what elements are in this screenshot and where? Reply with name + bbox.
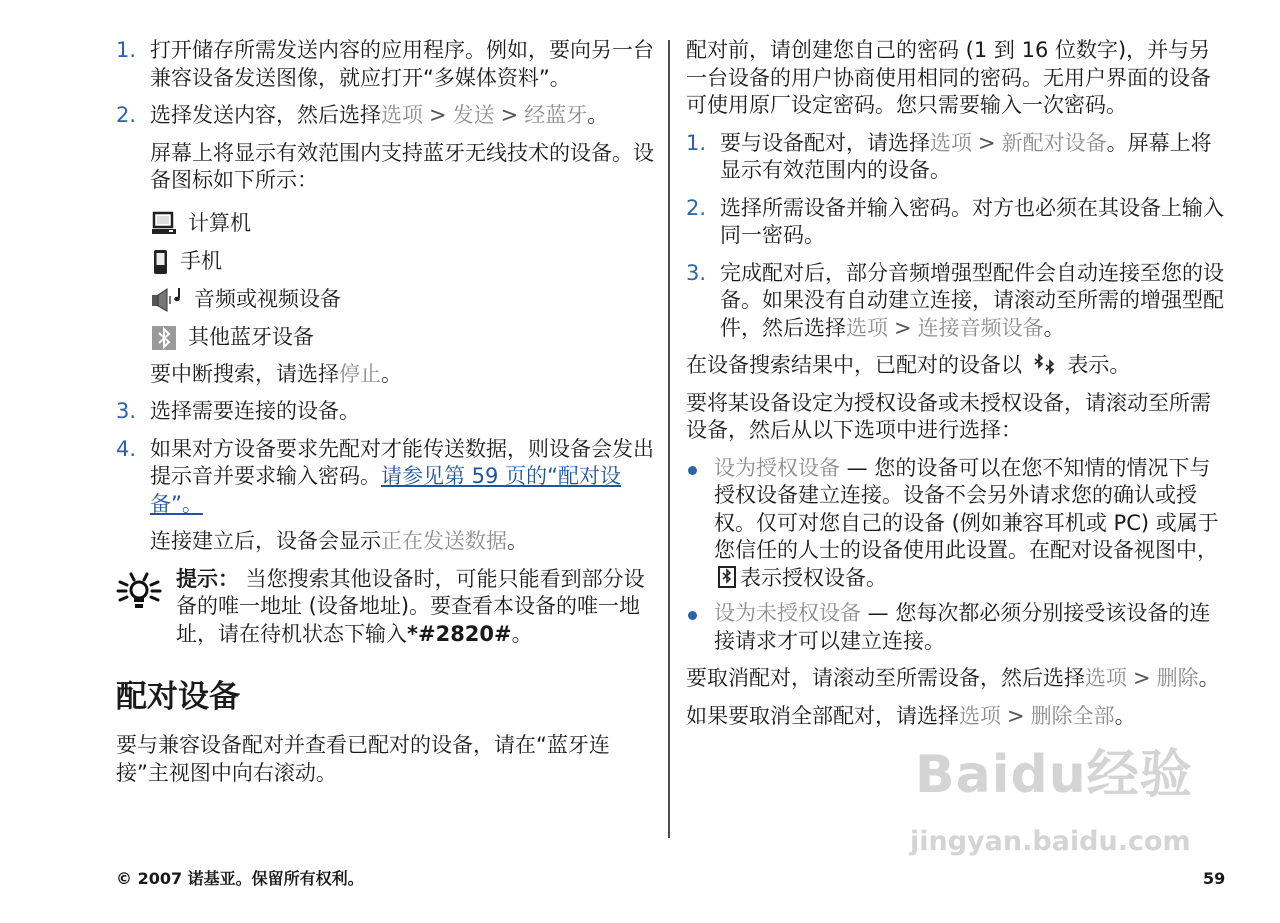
- menu-option-connect-audio: 连接音频设备: [917, 315, 1044, 340]
- menu-option-stop: 停止: [339, 361, 381, 386]
- step-text: 如果对方设备要求先配对才能传送数据，则设备会发出提示音并要求输入密码。: [150, 436, 654, 488]
- device-type-label: 其他蓝牙设备: [188, 324, 314, 349]
- punctuation: 。: [1198, 666, 1220, 690]
- cancel-pairing-paragraph: [686, 665, 1231, 693]
- paragraph-text: 表示。: [1067, 353, 1131, 377]
- step-2: [116, 102, 656, 130]
- paired-device-icon: [1032, 353, 1058, 375]
- device-type-label: 音频或视频设备: [194, 286, 341, 311]
- dash: —: [840, 455, 875, 480]
- step-number: 3.: [116, 399, 137, 423]
- menu-option-options: 选项: [959, 703, 1001, 728]
- punctuation: 。: [381, 361, 402, 386]
- paragraph-text: 如果要取消全部配对，请选择: [686, 703, 959, 728]
- left-column: [116, 37, 656, 797]
- punctuation: 。: [587, 103, 609, 127]
- page-number: 59: [1203, 869, 1226, 888]
- menu-option-new-paired-device: 新配对设备: [1001, 130, 1107, 155]
- pair-step-3: [686, 260, 1231, 343]
- step-1: [116, 37, 656, 92]
- menu-separator: >: [1007, 703, 1025, 728]
- watermark-brand: Baidu经验: [915, 745, 1193, 805]
- cross-reference-link[interactable]: 请参见第 59 页的“配对设备”。: [150, 464, 621, 516]
- device-type-computer: [116, 205, 656, 243]
- menu-separator: >: [429, 103, 447, 127]
- paragraph-text: 在设备搜索结果中，已配对的设备以: [686, 353, 1022, 377]
- status-sending-data: 正在发送数据: [381, 529, 507, 553]
- sending-status-instruction: [116, 528, 656, 556]
- computer-icon: [150, 211, 178, 237]
- step-number: 1.: [686, 130, 707, 155]
- punctuation: 。: [511, 621, 533, 646]
- dash: —: [861, 601, 896, 625]
- menu-option-options: 选项: [846, 315, 888, 340]
- section-paragraph: 要与兼容设备配对并查看已配对的设备，请在“蓝牙连接”主视图中向右滚动。: [116, 733, 610, 785]
- step-text: 打开储存所需发送内容的应用程序。例如，要向另一台兼容设备发送图像，就应打开“多媒体资料”。: [150, 38, 654, 90]
- instruction-text: 要中断搜索，请选择: [150, 361, 339, 386]
- stop-search-instruction: [116, 361, 656, 389]
- bullet-dot: [688, 466, 697, 475]
- menu-option-bluetooth: 经蓝牙: [524, 103, 588, 127]
- punctuation: 。: [507, 529, 528, 553]
- bullet-text: 表示授权设备。: [740, 565, 887, 590]
- intro-paragraph: 配对前，请创建您自己的密码 (1 到 16 位数字)，并与另一台设备的用户协商使用相同的密码。无用户界面的设备可使用原厂设定密码。您只需要输入一次密码。: [686, 38, 1211, 117]
- menu-option-delete: 删除: [1156, 666, 1199, 690]
- menu-separator: >: [978, 130, 996, 155]
- step-number: 1.: [116, 38, 137, 62]
- address-code: *#2820#: [407, 621, 512, 646]
- device-type-phone: [116, 243, 656, 281]
- menu-separator: >: [500, 103, 519, 127]
- authorize-paragraph: 要将某设备设定为授权设备或未授权设备，请滚动至所需设备，然后从以下选项中进行选择：: [686, 390, 1211, 442]
- audio-video-icon: [150, 286, 184, 314]
- pair-step-1: [686, 130, 1231, 185]
- step-3: [116, 398, 656, 426]
- device-type-label: 计算机: [188, 210, 251, 235]
- step-number: 3.: [686, 260, 707, 285]
- option-set-authorized: 设为授权设备: [714, 455, 840, 480]
- lightbulb-icon: [116, 570, 162, 612]
- step-text: 完成配对后，部分音频增强型配件会自动连接至您的设备。如果没有自动建立连接，请滚动至所需的增强型配件，然后选择: [720, 260, 1224, 340]
- phone-icon: [150, 248, 170, 276]
- step-number: 2.: [116, 103, 137, 127]
- step-4: [116, 436, 656, 519]
- bullet-dot: [688, 611, 697, 620]
- paired-indicator-paragraph: [686, 352, 1231, 380]
- bullet-text: 您的设备可以在您不知情的情况下与授权设备建立连接。设备不会另外请求您的确认或授权。仅可对您自己的设备 (例如兼容耳机或 PC) 或属于您信任的人士的设备使用此设置。在配对设备视图中，: [714, 455, 1219, 562]
- menu-option-options: 选项: [381, 103, 423, 127]
- tip-label: 提示：: [176, 566, 239, 591]
- device-type-other-bluetooth: [116, 319, 656, 357]
- right-column: [686, 37, 1231, 740]
- cancel-all-paragraph: [686, 703, 1231, 731]
- device-type-label: 手机: [180, 248, 222, 273]
- instruction-text: 连接建立后，设备会显示: [150, 529, 381, 553]
- option-set-unauthorized: 设为未授权设备: [714, 601, 861, 625]
- column-divider: [668, 40, 670, 838]
- menu-option-delete-all: 删除全部: [1030, 703, 1115, 728]
- menu-separator: >: [1133, 666, 1151, 690]
- watermark: [905, 745, 1205, 872]
- step-text: 选择所需设备并输入密码。对方也必须在其设备上输入同一密码。: [720, 195, 1224, 247]
- watermark-url: jingyan.baidu.com: [910, 826, 1191, 857]
- paragraph-text: 要取消配对，请滚动至所需设备，然后选择: [686, 666, 1085, 690]
- step-text: 选择需要连接的设备。: [150, 399, 360, 423]
- menu-option-send: 发送: [452, 103, 495, 127]
- tip-text: 当您搜索其他设备时，可能只能看到部分设备的唯一地址 (设备地址)。要查看本设备的唯一地址，请在待机状态下输入: [176, 566, 645, 646]
- device-type-audio-video: [116, 281, 656, 319]
- section-heading: 配对设备: [116, 679, 240, 715]
- step-text: 选择发送内容，然后选择: [150, 103, 381, 127]
- menu-option-options: 选项: [1085, 666, 1127, 690]
- punctuation: 。: [1114, 703, 1136, 728]
- menu-separator: >: [894, 315, 912, 340]
- bullet-text: 您每次都必须分别接受该设备的连接请求才可以建立连接。: [714, 601, 1211, 653]
- step-text-end: 。屏幕上将显示有效范围内的设备。: [720, 130, 1212, 182]
- bullet-set-authorized: [686, 455, 1231, 593]
- menu-option-options: 选项: [930, 130, 972, 155]
- step-number: 2.: [686, 195, 707, 220]
- copyright-footer: © 2007 诺基亚。保留所有权利。: [116, 869, 364, 888]
- bullet-set-unauthorized: [686, 600, 1231, 655]
- bluetooth-icon: [150, 324, 178, 352]
- authorized-device-icon: [717, 565, 737, 589]
- punctuation: 。: [1043, 315, 1065, 340]
- step-2-description: 屏幕上将显示有效范围内支持蓝牙无线技术的设备。设备图标如下所示：: [150, 140, 654, 192]
- pair-step-2: [686, 195, 1231, 250]
- tip-box: [116, 566, 656, 649]
- step-number: 4.: [116, 436, 137, 461]
- step-text: 要与设备配对，请选择: [720, 130, 930, 155]
